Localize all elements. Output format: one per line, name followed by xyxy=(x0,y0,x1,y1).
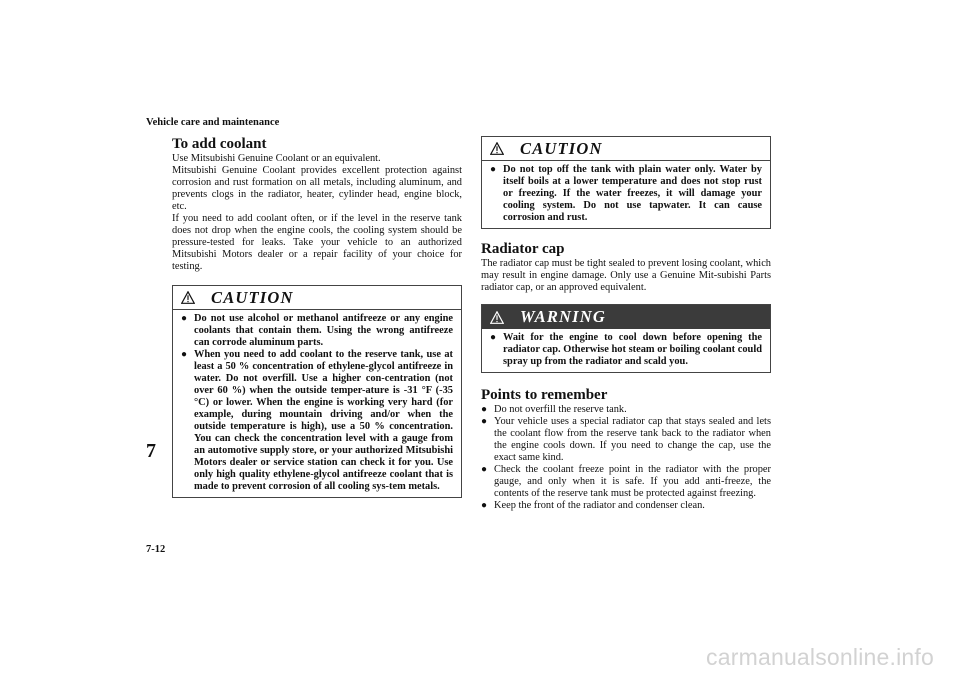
bullet-icon: ● xyxy=(481,404,488,415)
points-item xyxy=(481,464,771,500)
caution-item-text: Do not top off the tank with plain water only. Water by itself boils at a lower temperature and does not stop rust or freezing. If the water freezes, it will damage your cooling system. Do not use tapwater. It can cause corrosion and rust. xyxy=(503,164,762,223)
caution-box-water xyxy=(481,136,771,229)
warning-title: WARNING xyxy=(520,307,607,326)
bullet-icon: ● xyxy=(490,164,497,175)
warning-header xyxy=(482,305,770,329)
warning-triangle-icon xyxy=(490,142,504,155)
points-item-text: Keep the front of the radiator and condenser clean. xyxy=(494,500,705,511)
bullet-icon: ● xyxy=(481,500,488,511)
caution-box-coolant xyxy=(172,285,462,498)
points-item xyxy=(481,404,771,416)
warning-triangle-icon xyxy=(181,291,195,304)
warning-item-text: Wait for the engine to cool down before opening the radiator cap. Otherwise hot steam or boiling coolant could spray up from the radiator and scald you. xyxy=(503,332,762,367)
caution-header xyxy=(482,137,770,161)
bullet-icon: ● xyxy=(181,313,188,324)
caution-header xyxy=(173,286,461,310)
left-column xyxy=(172,136,462,498)
watermark: carmanualsonline.info xyxy=(706,644,934,670)
add-coolant-paragraph-2: Mitsubishi Genuine Coolant provides excellent protection against corrosion and rust formation on all metals, including aluminum, and prevents clogs in the radiator, heater, cylinder head, engine block, etc. xyxy=(172,165,462,212)
running-header: Vehicle care and maintenance xyxy=(146,117,280,128)
caution-item xyxy=(181,349,453,493)
points-item-text: Do not overfill the reserve tank. xyxy=(494,404,627,415)
radiator-cap-heading: Radiator cap xyxy=(481,241,565,257)
add-coolant-heading: To add coolant xyxy=(172,136,267,152)
bullet-icon: ● xyxy=(481,464,488,475)
points-item xyxy=(481,416,771,464)
warning-item xyxy=(490,332,762,368)
caution-item-text: When you need to add coolant to the reserve tank, use at least a 50 % concentration of ethylene-glycol antifreeze in water. Do not overfill. Use a higher con-centration (not over 60 %) when the outside temper-ature is -31 °F (-35 °C) or lower. When the engine is working very hard (for example, during mountain driving and/or when the outside temperature is high), use a 50 % concentration. You can check the concentration level with a gauge from an automotive supply store, or your authorized Mitsubishi Motors dealer or service station can check it for you. Use only high quality ethylene-glycol antifreeze coolant that is made to prevent corrosion of all cooling sys-tem metals. xyxy=(194,349,453,492)
bullet-icon: ● xyxy=(181,349,188,360)
right-column xyxy=(481,136,771,512)
page-number: 7-12 xyxy=(146,544,166,555)
caution-item xyxy=(490,164,762,224)
points-item-text: Check the coolant freeze point in the radiator with the proper gauge, and only when it is safe. If you add anti-freeze, the contents of the reserve tank must be protected against freezing. xyxy=(494,464,771,499)
add-coolant-paragraph-1: Use Mitsubishi Genuine Coolant or an equivalent. xyxy=(172,153,381,164)
points-item-text: Your vehicle uses a special radiator cap that stays sealed and lets the coolant flow from the reserve tank back to the radiator when the engine cools down. If you need to change the cap, use the exact same kind. xyxy=(494,416,771,463)
points-heading: Points to remember xyxy=(481,387,608,403)
bullet-icon: ● xyxy=(481,416,488,427)
points-item xyxy=(481,500,771,512)
add-coolant-paragraph-3: If you need to add coolant often, or if the level in the reserve tank does not drop when the engine cools, the cooling system should be pressure-tested for leaks. Take your vehicle to an authorized Mitsubishi Motors dealer or a repair facility of your choice for testing. xyxy=(172,213,462,272)
caution-title: CAUTION xyxy=(211,287,294,307)
warning-body xyxy=(482,329,770,372)
bullet-icon: ● xyxy=(490,332,497,343)
caution-item-text: Do not use alcohol or methanol antifreeze or any engine coolants that contain them. Using the wrong antifreeze can corrode aluminum parts. xyxy=(194,313,453,348)
radiator-cap-paragraph: The radiator cap must be tight sealed to prevent losing coolant, which may result in engine damage. Only use a Genuine Mit-subishi Parts radiator cap, or an approved equivalent. xyxy=(481,258,771,293)
caution-body xyxy=(173,310,461,497)
caution-body xyxy=(482,161,770,228)
chapter-tab: 7 xyxy=(146,440,156,462)
warning-box xyxy=(481,304,771,373)
warning-triangle-icon xyxy=(490,311,504,324)
caution-title: CAUTION xyxy=(520,138,603,158)
caution-item xyxy=(181,313,453,349)
